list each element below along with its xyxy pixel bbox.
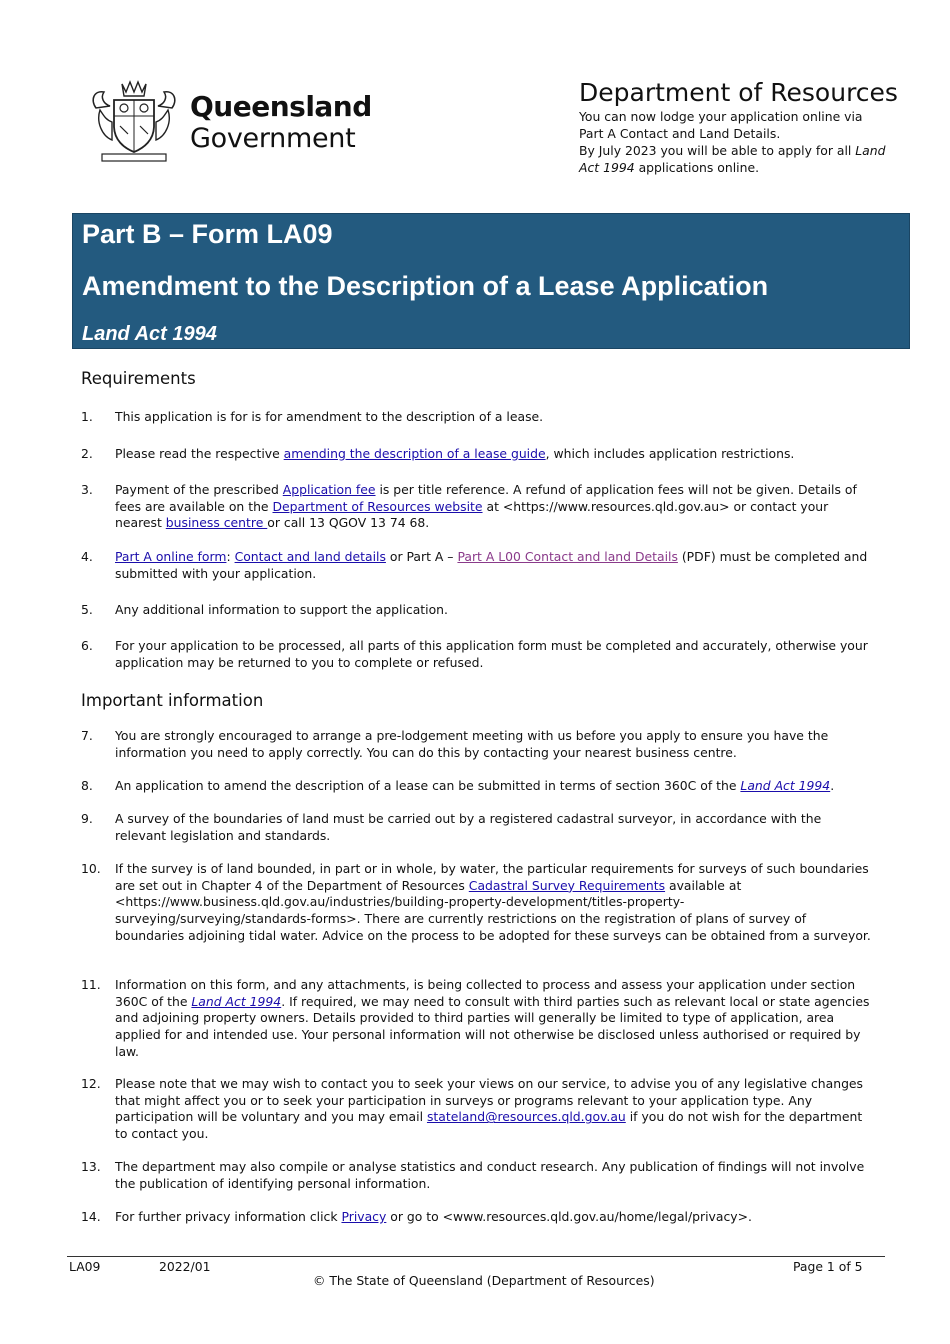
item-text: A survey of the boundaries of land must be carried out by a registered cadastral surveyor, in accordance with the relevant legislation and standards. [115,811,822,843]
department-info [579,78,909,176]
privacy-link[interactable]: Privacy [341,1209,387,1224]
text: Payment of the prescribed [115,482,283,497]
item-text [115,977,871,1061]
queensland-government-logo [86,78,372,164]
footer-page-number: Page 1 of 5 [793,1259,863,1274]
list-item [81,602,871,619]
form-act-name: Land Act 1994 [82,323,217,345]
form-part-title: Part B – Form LA09 [82,219,333,249]
item-number: 14. [81,1209,101,1224]
text: , which includes application restrictions. [545,446,795,461]
list-item [81,1076,871,1143]
text: is per title reference. A refund of application fees will not be given. Details of fees are available on the [115,482,857,514]
list-item [81,409,871,426]
item-text: This application is for is for amendment to the description of a lease. [115,409,544,424]
note-text: By July 2023 you will be able to apply for all [579,143,856,158]
text: Please read the respective [115,446,284,461]
note-act-name: Land Act 1994 [579,143,886,175]
item-number: 12. [81,1076,101,1091]
important-information-heading: Important information [81,691,264,710]
footer-copyright: © The State of Queensland (Department of Resources) [313,1273,655,1288]
cadastral-survey-requirements-link[interactable]: Cadastral Survey Requirements [468,877,666,893]
item-text: The department may also compile or analyse statistics and conduct research. Any publication of findings will not involve the publication of identifying personal information. [115,1159,865,1191]
list-item [81,549,871,582]
item-number: 4. [81,549,93,564]
item-text: Any additional information to support the application. [115,602,448,617]
logo-text-government: Government [190,123,356,154]
text: An application to amend the description of a lease can be submitted in terms of section 360C of the [115,778,741,793]
part-a-online-form-link[interactable]: Part A online form [115,549,227,564]
item-text [115,778,871,795]
text: . [830,778,835,793]
text: or go to <www.resources.qld.gov.au/home/legal/privacy>. [386,1209,752,1224]
item-number: 5. [81,602,93,617]
online-lodgement-note-3 [579,142,909,176]
item-text [115,482,871,532]
item-number: 7. [81,728,93,743]
item-text: For your application to be processed, all parts of this application form must be completed and accurately, otherwise your application may be returned to you to complete or refused. [115,638,868,670]
item-number: 6. [81,638,93,653]
item-number: 13. [81,1159,101,1174]
business-centre-link[interactable]: business centre [165,515,268,531]
form-title-banner [72,213,910,349]
text: available at <https://www.business.qld.gov.au/industries/building-property-development/titles-property-surveying/surveying/standards-forms>. There are currently restrictions on the registration of plans of survey of boundaries adjoining tidal water. Advice on the process to be adopted for these surveys can be obtained from a surveyor. [115,877,871,943]
form-title: Amendment to the Description of a Lease Application [82,271,769,301]
note-text: applications online. [634,160,760,175]
text: or Part A – [385,549,458,564]
text: If the survey is of land bounded, in part or in whole, by water, the particular requirements for surveys of such boundaries are set out in Chapter 4 of the Department of Resources [115,861,869,893]
list-item [81,638,871,671]
item-number: 11. [81,977,101,992]
text: (PDF) must be completed and submitted with your application. [115,549,868,581]
coat-of-arms-icon [86,78,182,164]
part-a-l00-pdf-link[interactable]: Part A L00 Contact and land Details [457,549,678,564]
list-item [81,811,871,844]
department-website-link[interactable]: Department of Resources website [272,498,483,514]
footer-form-code: LA09 [69,1259,101,1274]
text: or call 13 QGOV 13 74 68. [267,515,430,531]
item-number: 10. [81,861,101,876]
item-text [115,861,871,945]
requirements-heading: Requirements [81,369,196,388]
item-number: 1. [81,409,93,424]
land-act-link[interactable]: Land Act 1994 [740,778,831,793]
list-item [81,1209,871,1226]
item-text [115,1076,871,1143]
text: at <https://www.resources.qld.gov.au> or contact your nearest [115,498,829,531]
list-item [81,1159,871,1192]
item-number: 2. [81,446,93,461]
item-number: 8. [81,778,93,793]
land-act-link[interactable]: Land Act 1994 [191,993,282,1009]
item-text [115,549,871,582]
text: Please note that we may wish to contact you to seek your views on our service, to advise you of any legislative changes that might affect you or to seek your participation in surveys or programs relevant to your application type. Any participation will be voluntary and you may email [115,1076,864,1125]
list-item [81,977,871,1061]
item-text [115,446,871,463]
online-lodgement-note-2: Part A Contact and Land Details. [579,126,781,141]
list-item [81,728,871,761]
text: . If required, we may need to consult with third parties such as relevant local or state agencies and adjoining property owners. Details provided to third parties will generally be limited to type of application, area applied for and intended use. Your personal information will not otherwise be disclosed unless authorised or required by law. [115,993,870,1059]
logo-text-queensland: Queensland [190,90,372,123]
item-text [115,1209,871,1226]
application-fee-link[interactable]: Application fee [282,482,376,497]
text: : [226,549,235,564]
item-number: 3. [81,482,93,497]
contact-land-details-link[interactable]: Contact and land details [234,549,386,564]
list-item [81,482,871,532]
footer-version: 2022/01 [159,1259,211,1274]
list-item [81,778,871,795]
item-number: 9. [81,811,93,826]
footer-divider [67,1256,885,1257]
list-item [81,446,871,463]
lease-guide-link[interactable]: amending the description of a lease guide [283,446,546,461]
stateland-email-link[interactable]: stateland@resources.qld.gov.au [426,1109,626,1125]
department-name: Department of Resources [579,78,898,107]
item-text: You are strongly encouraged to arrange a pre-lodgement meeting with us before you apply to ensure you have the information you need to apply correctly. You can do this by contacting your nearest business centre. [115,728,829,760]
online-lodgement-note-1: You can now lodge your application online via [579,109,863,124]
text: if you do not wish for the department to contact you. [115,1109,863,1142]
text: Information on this form, and any attachments, is being collected to process and assess your application under section 360C of the [115,977,856,1009]
text: For further privacy information click [115,1209,342,1224]
list-item [81,861,871,945]
